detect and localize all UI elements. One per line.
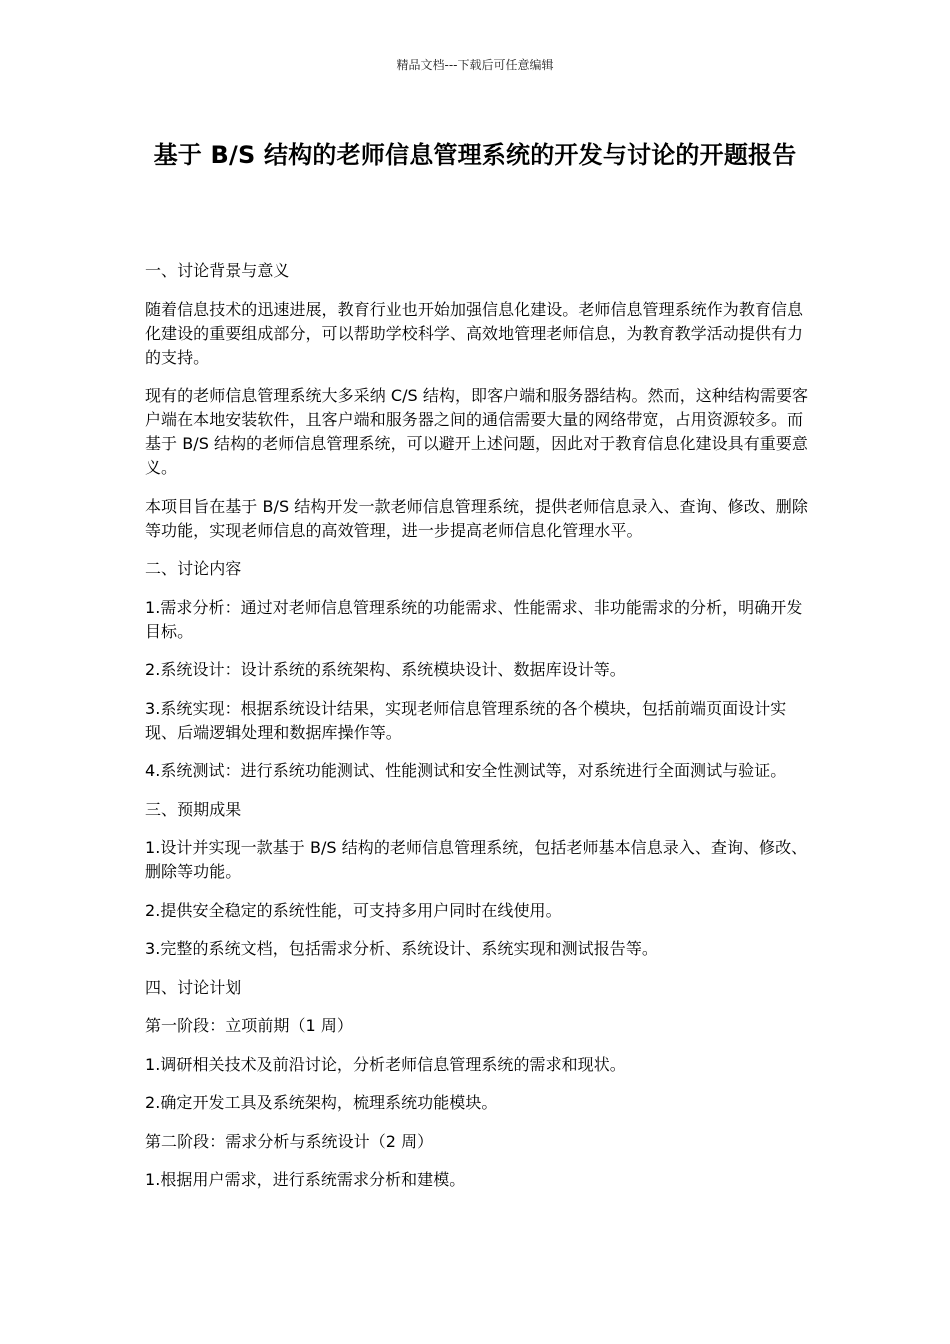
list-item-implementation: 3.系统实现：根据系统设计结果，实现老师信息管理系统的各个模块，包括前端页面设计实现、后端逻辑处理和数据库操作等。 [145,698,787,742]
list-item-outcome-1: 1.设计并实现一款基于 B/S 结构的老师信息管理系统，包括老师基本信息录入、查询、修改、删除等功能。 [145,838,808,881]
section-heading-background: 一、讨论背景与意义 [145,261,290,280]
document-body [145,259,810,1207]
list-item-outcome-3: 3.完整的系统文档，包括需求分析、系统设计、系统实现和测试报告等。 [145,939,658,958]
header-note: 精品文档---下载后可任意编辑 [396,58,554,72]
section-heading-outcomes: 三、预期成果 [145,799,242,819]
list-item-phase1-2: 2.确定开发工具及系统架构，梳理系统功能模块。 [145,1093,498,1112]
paragraph-background-1: 随着信息技术的迅速进展，教育行业也开始加强信息化建设。老师信息管理系统作为教育信息化建设的重要组成部分，可以帮助学校科学、高效地管理老师信息，为教育教学活动提供有力的支持。 [145,299,804,367]
document-title: 基于 B/S 结构的老师信息管理系统的开发与讨论的开题报告 [153,141,797,169]
list-item-requirements: 1.需求分析：通过对老师信息管理系统的功能需求、性能需求、非功能需求的分析，明确开发目标。 [145,597,803,641]
list-item-testing: 4.系统测试：进行系统功能测试、性能测试和安全性测试等，对系统进行全面测试与验证。 [145,761,787,780]
phase-heading-2: 第二阶段：需求分析与系统设计（2 周） [145,1131,434,1151]
list-item-outcome-2: 2.提供安全稳定的系统性能，可支持多用户同时在线使用。 [145,900,562,920]
section-heading-plan: 四、讨论计划 [145,977,242,997]
list-item-design: 2.系统设计：设计系统的系统架构、系统模块设计、数据库设计等。 [145,660,626,679]
paragraph-background-2: 现有的老师信息管理系统大多采纳 C/S 结构，即客户端和服务器结构。然而，这种结构需要客户端在本地安装软件，且客户端和服务器之间的通信需要大量的网络带宽，占用资源较多。而基于 B/S 结构的老师信息管理系统，可以避开上述问题，因此对于教育信息化建设具有重要意义。 [145,386,809,477]
list-item-phase2-1: 1.根据用户需求，进行系统需求分析和建模。 [145,1170,466,1189]
phase-heading-1: 第一阶段：立项前期（1 周） [145,1016,353,1035]
paragraph-background-3: 本项目旨在基于 B/S 结构开发一款老师信息管理系统，提供老师信息录入、查询、修改、删除等功能，实现老师信息的高效管理，进一步提高老师信息化管理水平。 [145,496,808,540]
list-item-phase1-1: 1.调研相关技术及前沿讨论，分析老师信息管理系统的需求和现状。 [145,1054,626,1074]
section-heading-content: 二、讨论内容 [145,559,242,578]
